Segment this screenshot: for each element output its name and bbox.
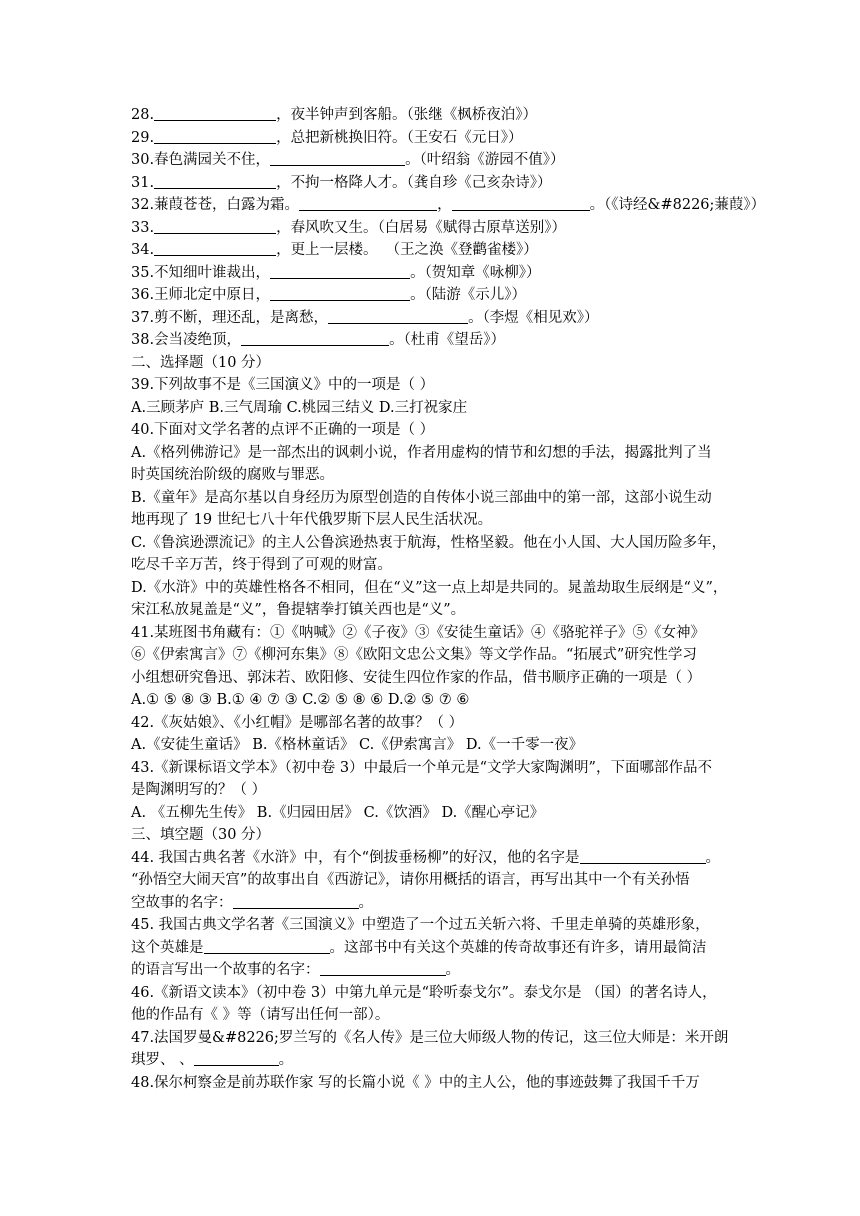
question-47-line1: 47.法国罗曼&#8226;罗兰写的《名人传》是三位大师级人物的传记，这三位大师是：米开朗 [131, 1029, 729, 1046]
question-40-option-b-cont: 地再现了 19 世纪七八十年代俄罗斯下层人民生活状况。 [131, 512, 493, 528]
question-30: 30.春色满园关不住， 。（叶绍翁《游园不值》） [131, 152, 565, 168]
question-45-line1: 45. 我国古典文学名著《三国演义》中塑造了一个过五关斩六将、千里走单骑的英雄形象， [131, 917, 710, 933]
answer-blank[interactable] [270, 150, 405, 166]
question-42-stem: 42.《灰姑娘》、《小红帽》是哪部名著的故事？（ ） [131, 714, 464, 731]
question-44-line1: 44. 我国古典名著《水浒》中，有个“倒拔垂杨柳”的好汉，他的名字是 。 [131, 849, 720, 866]
question-46-line1: 46.《新语文读本》（初中卷 3）中第九单元是“聆听泰戈尔”。泰戈尔是 （国）的著名诗人， [131, 984, 717, 1001]
question-45-line2: 这个英雄是 。这部书中有关这个英雄的传奇故事还有许多，请用最简洁 [131, 939, 707, 956]
answer-blank[interactable] [194, 1050, 279, 1066]
answer-blank[interactable] [320, 960, 446, 976]
answer-blank[interactable] [270, 285, 410, 301]
question-33: 33. ，春风吹又生。（白居易《赋得古原草送别》） [131, 219, 567, 236]
answer-blank[interactable] [154, 128, 276, 144]
question-35: 35.不知细叶谁裁出， 。（贺知章《咏柳》） [131, 264, 541, 281]
question-32: 32.蒹葭苍苍，白露为霜。 ， 。（《诗经&#8226;蒹葭》） [131, 197, 766, 213]
question-39-stem: 39.下列故事不是《三国演义》中的一项是（ ） [131, 377, 435, 393]
question-41-line1: 41.某班图书角藏有：①《呐喊》②《子夜》③《安徒生童话》④《骆驼祥子》⑤《女神》 [131, 624, 706, 641]
question-40-option-b: B.《童年》是高尔基以自身经历为原型创造的自传体小说三部曲中的第一部，这部小说生动 [131, 489, 712, 506]
question-45-line3: 的语言写出一个故事的名字： 。 [131, 962, 460, 978]
answer-blank[interactable] [154, 105, 276, 121]
answer-blank[interactable] [154, 218, 276, 234]
answer-blank[interactable] [241, 330, 389, 346]
answer-blank[interactable] [270, 263, 410, 279]
question-36: 36.王师北定中原日， 。（陆游《示儿》） [131, 287, 527, 303]
answer-blank[interactable] [233, 893, 359, 909]
answer-blank[interactable] [154, 240, 276, 256]
answer-blank[interactable] [299, 195, 437, 211]
exam-page [131, 104, 766, 1094]
question-31: 31. ，不拘一格降人才。（龚自珍《己亥杂诗》） [131, 174, 552, 191]
question-40-option-c-cont: 吃尽千辛万苦，终于得到了可观的财富。 [131, 557, 392, 573]
question-40-stem: 40.下面对文学名著的点评不正确的一项是（ ） [131, 422, 435, 438]
question-40-option-d-cont: 宋江私放晁盖是“义”，鲁提辖拳打镇关西也是“义”。 [131, 602, 466, 618]
question-46-line2: 他的作品有《 》等（请写出任何一部）。 [131, 1007, 390, 1023]
section-heading: 二、选择题（10 分） [131, 354, 271, 371]
answer-blank[interactable] [328, 308, 468, 324]
question-40-option-a-cont: 时英国统治阶级的腐败与罪恶。 [131, 467, 334, 483]
question-40-option-d: D.《水浒》中的英雄性格各不相同，但在“义”这一点上却是共同的。晁盖劫取生辰纲是“义”， [131, 579, 728, 596]
question-47-line2: 琪罗、 、 。 [131, 1052, 294, 1068]
question-41-line3: 小组想研究鲁迅、郭沫若、欧阳修、安徒生四位作家的作品，借书顺序正确的一项是（ ） [131, 669, 702, 686]
question-44-line2: “孙悟空大闹天宫”的故事出自《西游记》，请你用概括的语言，再写出其中一个有关孙悟 [131, 872, 690, 888]
question-43-options: A. 《五柳先生传》 B.《归园田居》 C.《饮酒》 D.《醒心亭记》 [131, 804, 545, 821]
question-42-options: A.《安徒生童话》 B.《格林童话》 C.《伊索寓言》 D.《一千零一夜》 [131, 737, 584, 753]
question-43-line1: 43.《新课标语文学本》（初中卷 3）中最后一个单元是“文学大家陶渊明”，下面哪部作品不 [131, 759, 712, 776]
answer-blank[interactable] [154, 173, 276, 189]
answer-blank[interactable] [452, 195, 590, 211]
question-43-line2: 是陶渊明写的？（ ） [131, 782, 267, 798]
question-28: 28. ，夜半钟声到客船。（张继《枫桥夜泊》） [131, 107, 538, 123]
question-40-option-c: C.《鲁滨逊漂流记》的主人公鲁滨逊热衷于航海，性格坚毅。他在小人国、大人国历险多年， [131, 534, 727, 551]
question-38: 38.会当凌绝顶， 。（杜甫《望岳》） [131, 332, 506, 348]
question-41-line2: ⑥《伊索寓言》⑦《柳河东集》⑧《欧阳文忠公文集》等文学作品。“拓展式”研究性学习 [131, 647, 697, 663]
question-40-option-a: A.《格列佛游记》是一部杰出的讽刺小说，作者用虚构的情节和幻想的手法，揭露批判了当 [131, 444, 712, 461]
question-37: 37.剪不断，理还乱，是离愁， 。（李煜《相见欢》） [131, 309, 599, 326]
answer-blank[interactable] [580, 848, 706, 864]
question-39-options: A.三顾茅庐 B.三气周瑜 C.桃园三结义 D.三打祝家庄 [131, 399, 468, 416]
answer-blank[interactable] [204, 938, 330, 954]
question-48-line1: 48.保尔柯察金是前苏联作家 写的长篇小说《 》中的主人公，他的事迹鼓舞了我国千千万 [131, 1074, 700, 1091]
question-44-line3: 空故事的名字： 。 [131, 894, 373, 911]
question-29: 29. ，总把新桃换旧符。（王安石《元日》） [131, 129, 523, 146]
question-41-options: A.① ⑤ ⑧ ③ B.① ④ ⑦ ③ C.② ⑤ ⑧ ⑥ D.② ⑤ ⑦ ⑥ [131, 692, 470, 708]
section-heading: 三、填空题（30 分） [131, 827, 271, 843]
question-34: 34. ，更上一层楼。 （王之涣《登鹳雀楼》） [131, 242, 538, 258]
